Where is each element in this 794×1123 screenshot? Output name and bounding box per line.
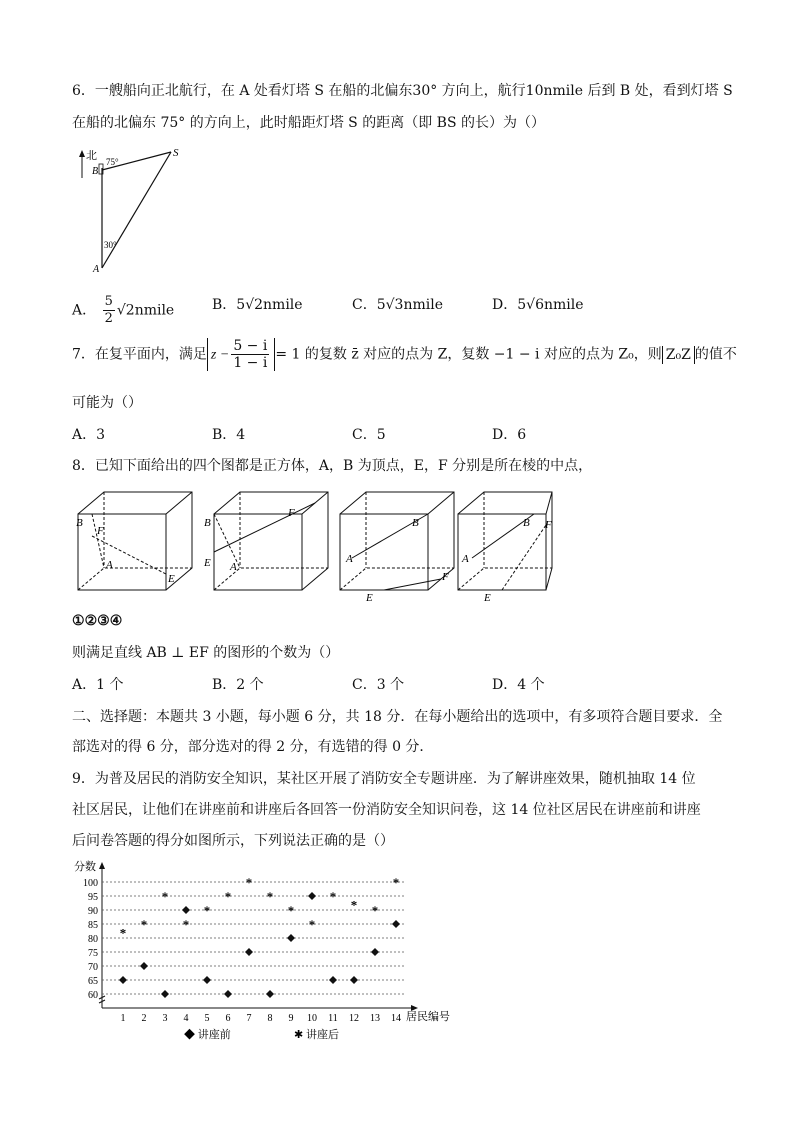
point-before — [224, 990, 232, 998]
point-before — [392, 920, 400, 928]
q9-line1: 9．为普及居民的消防安全知识，某社区开展了消防安全专题讲座．为了解讲座效果，随机抽取 14 位 — [72, 771, 696, 787]
point-after: * — [308, 917, 316, 932]
c3-label-B: B — [412, 517, 419, 529]
point-after: * — [182, 917, 190, 932]
point-before — [140, 962, 148, 970]
point-before — [203, 976, 211, 984]
point-after: * — [161, 889, 169, 904]
point-before — [287, 934, 295, 942]
q9-scatter-chart — [70, 858, 460, 1044]
q9-line2: 社区居民，让他们在讲座前和讲座后各回答一份消防安全知识问卷，这 14 位社区居民在讲座前和讲座 — [72, 802, 701, 818]
x-tick-label: 11 — [328, 1013, 338, 1024]
point-after: * — [119, 925, 127, 941]
q6-option-d: D．5√6nmile — [492, 297, 584, 313]
x-tick-label: 6 — [225, 1013, 231, 1024]
chart-xlabel: 居民编号 — [406, 1011, 450, 1023]
q6-option-c: C．5√3nmile — [352, 297, 443, 313]
y-tick-label: 65 — [88, 976, 98, 987]
c4-label-B: B — [523, 517, 530, 529]
num-2: ② — [84, 613, 98, 629]
y-tick-label: 70 — [88, 962, 98, 973]
label-A: A — [93, 264, 100, 275]
point-after: * — [140, 917, 148, 932]
q6-option-b: B．5√2nmile — [212, 297, 303, 313]
q7-option-b: B．4 — [212, 427, 246, 443]
x-tick-label: 1 — [120, 1013, 126, 1024]
y-tick-label: 90 — [88, 906, 98, 917]
q6-option-a: A． $\frac{5}{2}$ √2nmile — [72, 294, 175, 326]
q8-option-c: C．3 个 — [352, 677, 405, 693]
point-before — [182, 906, 190, 914]
x-tick-label: 4 — [183, 1013, 189, 1024]
x-tick-label: 7 — [246, 1013, 252, 1024]
point-after: * — [287, 903, 295, 918]
y-tick-label: 85 — [88, 920, 98, 931]
point-before — [161, 990, 169, 998]
point-before — [119, 976, 127, 984]
x-tick-label: 13 — [370, 1013, 380, 1024]
c4-label-E: E — [484, 592, 491, 604]
x-tick-label: 9 — [288, 1013, 294, 1024]
q8-option-d: D．4 个 — [492, 677, 545, 693]
x-tick-label: 2 — [141, 1013, 147, 1024]
legend-before: ◆ 讲座前 — [184, 1029, 231, 1041]
cube-1 — [78, 492, 192, 590]
north-arrow-head — [79, 150, 85, 157]
x-tick-label: 10 — [307, 1013, 317, 1024]
x-tick-label: 12 — [349, 1013, 359, 1024]
x-tick-label: 3 — [162, 1013, 168, 1024]
y-tick-label: 75 — [88, 948, 98, 959]
x-tick-label: 14 — [391, 1013, 401, 1024]
q8-question: 则满足直线 AB ⊥ EF 的图形的个数为（） — [72, 645, 340, 661]
point-after: * — [245, 875, 253, 890]
c1-label-B: B — [76, 517, 83, 529]
q7-line2: 可能为（） — [72, 395, 142, 411]
q8-option-b: B．2 个 — [212, 677, 264, 693]
q9-line3: 后问卷答题的得分如图所示，下列说法正确的是（） — [72, 833, 394, 849]
q8-line1: 8．已知下面给出的四个图都是正方体，A，B 为顶点，E，F 分别是所在棱的中点， — [72, 458, 593, 474]
point-after: * — [371, 903, 379, 918]
point-before — [308, 892, 316, 900]
c3-label-F: F — [442, 571, 449, 583]
c4-label-A: A — [462, 553, 469, 565]
label-S: S — [173, 147, 179, 159]
point-after: * — [329, 889, 337, 904]
chart-ylabel: 分数 — [74, 861, 96, 873]
y-tick-label: 100 — [83, 878, 98, 889]
point-before — [350, 976, 358, 984]
c1-label-F: F — [97, 525, 104, 537]
point-after: * — [266, 889, 274, 904]
point-before — [329, 976, 337, 984]
c2-label-E: E — [204, 557, 211, 569]
segment-AS — [102, 152, 171, 268]
q6-line2: 在船的北偏东 75° 的方向上，此时船距灯塔 S 的距离（即 BS 的长）为（） — [72, 115, 545, 131]
point-after: * — [350, 897, 358, 913]
cube-4 — [458, 492, 552, 590]
c2-label-F: F — [288, 507, 295, 519]
label-B: B — [92, 166, 99, 177]
point-after: * — [203, 903, 211, 918]
c3-label-E: E — [366, 592, 373, 604]
point-before — [245, 948, 253, 956]
point-after: * — [224, 889, 232, 904]
angle-30: 30° — [104, 240, 117, 250]
x-tick-label: 5 — [204, 1013, 210, 1024]
section2-line2: 部选对的得 6 分，部分选对的得 2 分，有选错的得 0 分． — [72, 739, 434, 755]
c2-label-B: B — [204, 517, 211, 529]
cube-3 — [340, 492, 454, 590]
q7-option-a: A．3 — [72, 427, 106, 443]
point-before — [371, 948, 379, 956]
y-tick-label: 95 — [88, 892, 98, 903]
legend-after: ✱ 讲座后 — [294, 1029, 339, 1041]
q8-figure-numbers — [72, 612, 122, 630]
q8-option-a: A．1 个 — [72, 677, 124, 693]
q7-line1: 7．在复平面内，满足 z − $\frac{5 - i}{1 - i}$ = 1 的复数 z̄ 对应的点为 Z，复数 −1 − i 对应的点为 Z₀，则 Z₀Z 的值不 — [72, 338, 737, 371]
q6-line1: 6．一艘船向正北航行，在 A 处看灯塔 S 在船的北偏东30° 方向上，航行10nmile 后到 B 处，看到灯塔 S — [72, 83, 733, 99]
y-tick-label: 80 — [88, 934, 98, 945]
c1-label-A: A — [106, 559, 113, 571]
q7-option-d: D．6 — [492, 427, 527, 443]
y-tick-label: 60 — [88, 990, 98, 1001]
num-3: ③ — [97, 613, 110, 629]
num-1: ① — [72, 613, 85, 629]
q6-figure — [74, 144, 186, 278]
q7-option-c: C．5 — [352, 427, 386, 443]
c2-label-A: A — [230, 561, 237, 573]
c1-label-E: E — [168, 573, 175, 585]
q8-cube-figures — [70, 486, 560, 604]
point-after: * — [392, 875, 400, 890]
angle-75: 75° — [106, 157, 119, 167]
x-tick-label: 8 — [267, 1013, 273, 1024]
num-4: ④ — [109, 613, 123, 629]
cube-2 — [214, 492, 328, 590]
north-label: 北 — [86, 150, 97, 162]
point-before — [266, 990, 274, 998]
c4-label-F: F — [545, 519, 552, 531]
y-axis-arrow — [99, 862, 105, 869]
c3-label-A: A — [346, 553, 353, 565]
section2-line1: 二、选择题：本题共 3 小题，每小题 6 分，共 18 分．在每小题给出的选项中，有多项符合题目要求．全 — [72, 709, 723, 725]
